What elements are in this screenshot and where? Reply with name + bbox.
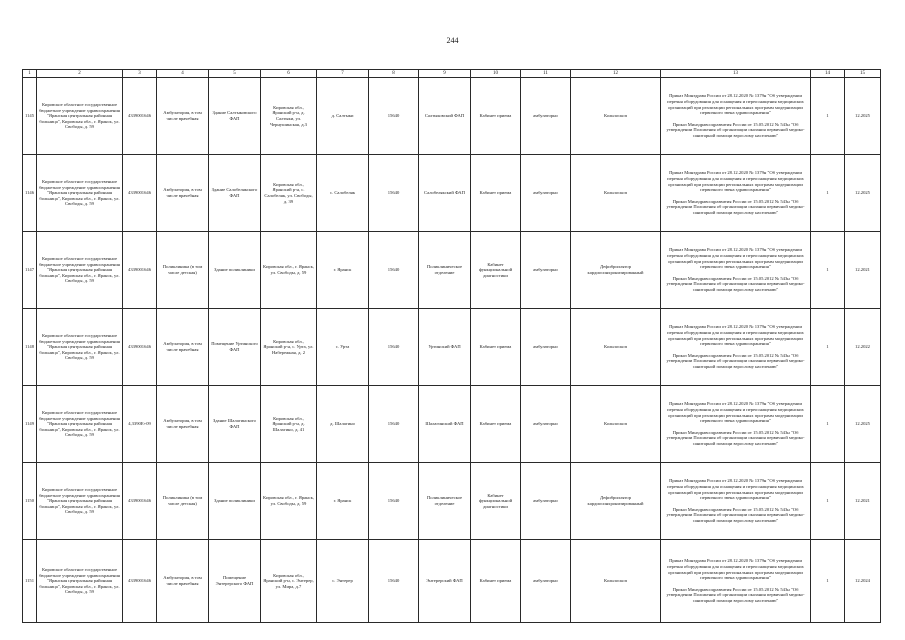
address-cell: Кировская обл., Яранский р-н, д. Шалагино, д. 41 (261, 386, 317, 463)
subdivision-cell: Поликлиническое отделение (419, 232, 471, 309)
inn-cell: 4339001646 (123, 78, 157, 155)
table-body (23, 78, 881, 623)
order-text-543n: Приказ Минздравсоцразвития России от 15.05.2012 № 543н "Об утверждении Положения об организации оказания первичной медико-санитарной помощи взрослому населению" (666, 352, 805, 369)
subdivision-cell: Уртинский ФАП (419, 309, 471, 386)
code-cell: 15640 (369, 78, 419, 155)
equipment-cell: Дефибриллятор кардиосинхронизированный (571, 463, 661, 540)
column-number-row (23, 70, 881, 78)
subdivision-cell: Салтыковский ФАП (419, 78, 471, 155)
room-cell: Кабинет приема (471, 309, 521, 386)
date-cell: 12.2025 (845, 78, 881, 155)
date-cell: 12.2024 (845, 540, 881, 623)
quantity-cell: 1 (811, 386, 845, 463)
orders-cell (661, 155, 811, 232)
row-number: 1145 (23, 78, 37, 155)
care-type-cell: амбулаторно (521, 309, 571, 386)
date-cell: 12.2025 (845, 155, 881, 232)
row-number: 1146 (23, 155, 37, 232)
page-number: 244 (446, 36, 459, 45)
organization-cell: Кировское областное государственное бюджетное учреждение здравоохранения "Яранская центральная районная больница", Кировская обл., г. Яранск, ул. Свободы, д. 59 (37, 540, 123, 623)
code-cell: 15640 (369, 540, 419, 623)
inn-cell: 4339001646 (123, 463, 157, 540)
table-row (23, 232, 881, 309)
column-number-1: 1 (23, 70, 37, 78)
settlement-cell: с. Салобеляк (317, 155, 369, 232)
orders-cell (661, 309, 811, 386)
inn-cell: 4339001646 (123, 155, 157, 232)
settlement-cell: г. Яранск (317, 232, 369, 309)
room-cell: Кабинет приема (471, 155, 521, 232)
address-cell: Кировская обл., г. Яранск, ул. Свободы, д. 59 (261, 463, 317, 540)
care-type-cell: амбулаторно (521, 463, 571, 540)
care-type-cell: амбулаторно (521, 540, 571, 623)
inn-cell: 4339001646 (123, 309, 157, 386)
order-text-543n: Приказ Минздравсоцразвития России от 15.05.2012 № 543н "Об утверждении Положения об организации оказания первичной медико-санитарной помощи взрослому населению" (666, 275, 805, 292)
column-number-10: 10 (471, 70, 521, 78)
equipment-cell: Кольпоскоп (571, 155, 661, 232)
quantity-cell: 1 (811, 540, 845, 623)
building-cell: Здание поликлиники (209, 232, 261, 309)
subdivision-cell: Шалагинский ФАП (419, 386, 471, 463)
column-number-5: 5 (209, 70, 261, 78)
table-row (23, 78, 881, 155)
row-number: 1148 (23, 309, 37, 386)
settlement-cell: с. Энтерер (317, 540, 369, 623)
organization-cell: Кировское областное государственное бюджетное учреждение здравоохранения "Яранская центральная районная больница", Кировская обл., г. Яранск, ул. Свободы, д. 59 (37, 232, 123, 309)
equipment-cell: Дефибриллятор кардиосинхронизированный (571, 232, 661, 309)
room-cell: Кабинет функциональной диагностики (471, 232, 521, 309)
column-number-7: 7 (317, 70, 369, 78)
equipment-registry-table (22, 69, 881, 623)
equipment-cell: Кольпоскоп (571, 309, 661, 386)
care-type-cell: амбулаторно (521, 232, 571, 309)
column-number-11: 11 (521, 70, 571, 78)
inn-cell: 4339001646 (123, 232, 157, 309)
date-cell: 12.2022 (845, 309, 881, 386)
organization-cell: Кировское областное государственное бюджетное учреждение здравоохранения "Яранская центральная районная больница", Кировская обл., г. Яранск, ул. Свободы, д. 59 (37, 386, 123, 463)
quantity-cell: 1 (811, 155, 845, 232)
room-cell: Кабинет приема (471, 540, 521, 623)
row-number: 1147 (23, 232, 37, 309)
address-cell: Кировская обл., Яранский р-н, с. Энтерер, ул. Мира, д.7 (261, 540, 317, 623)
equipment-cell: Кольпоскоп (571, 386, 661, 463)
quantity-cell: 1 (811, 78, 845, 155)
room-cell: Кабинет приема (471, 386, 521, 463)
order-text-1379n: Приказ Минздрава России от 28.12.2020 № 1379н "Об утверждении перечня оборудования для оснащения и переоснащения медицинских организаций при реализации региональных программ модернизации первичного звена здравоохранения" (667, 247, 804, 270)
code-cell: 15640 (369, 309, 419, 386)
address-cell: Кировская обл., Яранский р-н, с. Урта, ул. Набережная, д. 2 (261, 309, 317, 386)
orders-cell (661, 78, 811, 155)
room-cell: Кабинет приема (471, 78, 521, 155)
table-row (23, 309, 881, 386)
order-text-543n: Приказ Минздравсоцразвития России от 15.05.2012 № 543н "Об утверждении Положения об организации оказания первичной медико-санитарной помощи взрослому населению" (666, 198, 805, 215)
row-number: 1151 (23, 540, 37, 623)
column-number-3: 3 (123, 70, 157, 78)
column-number-8: 8 (369, 70, 419, 78)
equipment-cell: Кольпоскоп (571, 78, 661, 155)
quantity-cell: 1 (811, 463, 845, 540)
date-cell: 12.2021 (845, 463, 881, 540)
unit-type-cell: Амбулатория, в том числе врачебная (157, 155, 209, 232)
orders-cell (661, 232, 811, 309)
settlement-cell: г. Яранск (317, 463, 369, 540)
table-row (23, 463, 881, 540)
code-cell: 15640 (369, 386, 419, 463)
row-number: 1150 (23, 463, 37, 540)
building-cell: Помещение Уртинского ФАП (209, 309, 261, 386)
settlement-cell: д. Салтыки (317, 78, 369, 155)
building-cell: Здание Салтыковского ФАП (209, 78, 261, 155)
code-cell: 15640 (369, 155, 419, 232)
organization-cell: Кировское областное государственное бюджетное учреждение здравоохранения "Яранская центральная районная больница", Кировская обл., г. Яранск, ул. Свободы, д. 59 (37, 78, 123, 155)
room-cell: Кабинет функциональной диагностики (471, 463, 521, 540)
subdivision-cell: Поликлиническое отделение (419, 463, 471, 540)
table-row (23, 540, 881, 623)
table-row (23, 155, 881, 232)
date-cell: 12.2025 (845, 386, 881, 463)
organization-cell: Кировское областное государственное бюджетное учреждение здравоохранения "Яранская центральная районная больница", Кировская обл., г. Яранск, ул. Свободы, д. 59 (37, 155, 123, 232)
order-text-543n: Приказ Минздравсоцразвития России от 15.05.2012 № 543н "Об утверждении Положения об организации оказания первичной медико-санитарной помощи взрослому населению" (666, 506, 805, 523)
order-text-543n: Приказ Минздравсоцразвития России от 15.05.2012 № 543н "Об утверждении Положения об организации оказания первичной медико-санитарной помощи взрослому населению" (666, 121, 805, 138)
subdivision-cell: Салобелякский ФАП (419, 155, 471, 232)
column-number-13: 13 (661, 70, 811, 78)
care-type-cell: амбулаторно (521, 78, 571, 155)
organization-cell: Кировское областное государственное бюджетное учреждение здравоохранения "Яранская центральная районная больница", Кировская обл., г. Яранск, ул. Свободы, д. 59 (37, 463, 123, 540)
unit-type-cell: Амбулатория, в том числе врачебная (157, 386, 209, 463)
column-number-9: 9 (419, 70, 471, 78)
unit-type-cell: Амбулатория, в том числе врачебная (157, 309, 209, 386)
order-text-1379n: Приказ Минздрава России от 28.12.2020 № 1379н "Об утверждении перечня оборудования для оснащения и переоснащения медицинских организаций при реализации региональных программ модернизации первичного звена здравоохранения" (667, 170, 804, 193)
order-text-1379n: Приказ Минздрава России от 28.12.2020 № 1379н "Об утверждении перечня оборудования для оснащения и переоснащения медицинских организаций при реализации региональных программ модернизации первичного звена здравоохранения" (667, 478, 804, 501)
column-number-14: 14 (811, 70, 845, 78)
orders-cell (661, 540, 811, 623)
quantity-cell: 1 (811, 232, 845, 309)
orders-cell (661, 463, 811, 540)
column-number-15: 15 (845, 70, 881, 78)
care-type-cell: амбулаторно (521, 386, 571, 463)
column-number-6: 6 (261, 70, 317, 78)
column-number-2: 2 (37, 70, 123, 78)
order-text-543n: Приказ Минздравсоцразвития России от 15.05.2012 № 543н "Об утверждении Положения об организации оказания первичной медико-санитарной помощи взрослому населению" (666, 429, 805, 446)
order-text-1379n: Приказ Минздрава России от 28.12.2020 № 1379н "Об утверждении перечня оборудования для оснащения и переоснащения медицинских организаций при реализации региональных программ модернизации первичного звена здравоохранения" (667, 324, 804, 347)
building-cell: Здание поликлиники (209, 463, 261, 540)
column-number-4: 4 (157, 70, 209, 78)
unit-type-cell: Амбулатория, в том числе врачебная (157, 78, 209, 155)
order-text-1379n: Приказ Минздрава России от 28.12.2020 № 1379н "Об утверждении перечня оборудования для оснащения и переоснащения медицинских организаций при реализации региональных программ модернизации первичного звена здравоохранения" (667, 401, 804, 424)
order-text-1379n: Приказ Минздрава России от 28.12.2020 № 1379н "Об утверждении перечня оборудования для оснащения и переоснащения медицинских организаций при реализации региональных программ модернизации первичного звена здравоохранения" (667, 93, 804, 116)
address-cell: Кировская обл., Яранский р-н, д. Салтыки, ул. Чернушинская, д.3 (261, 78, 317, 155)
column-number-12: 12 (571, 70, 661, 78)
organization-cell: Кировское областное государственное бюджетное учреждение здравоохранения "Яранская центральная районная больница", Кировская обл., г. Яранск, ул. Свободы, д. 59 (37, 309, 123, 386)
settlement-cell: д. Шалагино (317, 386, 369, 463)
row-number: 1149 (23, 386, 37, 463)
orders-cell (661, 386, 811, 463)
unit-type-cell: Амбулатория, в том числе врачебная (157, 540, 209, 623)
building-cell: Здание Салобелякского ФАП (209, 155, 261, 232)
order-text-543n: Приказ Минздравсоцразвития России от 15.05.2012 № 543н "Об утверждении Положения об организации оказания первичной медико-санитарной помощи взрослому населению" (666, 586, 805, 603)
care-type-cell: амбулаторно (521, 155, 571, 232)
inn-cell: 4339001646 (123, 540, 157, 623)
settlement-cell: с. Урта (317, 309, 369, 386)
building-cell: Помещение Энтерерского ФАП (209, 540, 261, 623)
equipment-cell: Кольпоскоп (571, 540, 661, 623)
order-text-1379n: Приказ Минздрава России от 28.12.2020 № 1379н "Об утверждении перечня оборудования для оснащения и переоснащения медицинских организаций при реализации региональных программ модернизации первичного звена здравоохранения" (667, 558, 804, 581)
subdivision-cell: Энтерерский ФАП (419, 540, 471, 623)
code-cell: 15640 (369, 463, 419, 540)
unit-type-cell: Поликлиника (в том числе детская) (157, 463, 209, 540)
inn-cell: 4,3390E+09 (123, 386, 157, 463)
date-cell: 12.2021 (845, 232, 881, 309)
building-cell: Здание Шалагинского ФАП (209, 386, 261, 463)
address-cell: Кировская обл., г. Яранск, ул. Свободы, д. 59 (261, 232, 317, 309)
unit-type-cell: Поликлиника (в том числе детская) (157, 232, 209, 309)
table-row (23, 386, 881, 463)
code-cell: 15640 (369, 232, 419, 309)
address-cell: Кировская обл., Яранский р-н, с. Салобеляк, ул. Свободы, д. 39 (261, 155, 317, 232)
quantity-cell: 1 (811, 309, 845, 386)
